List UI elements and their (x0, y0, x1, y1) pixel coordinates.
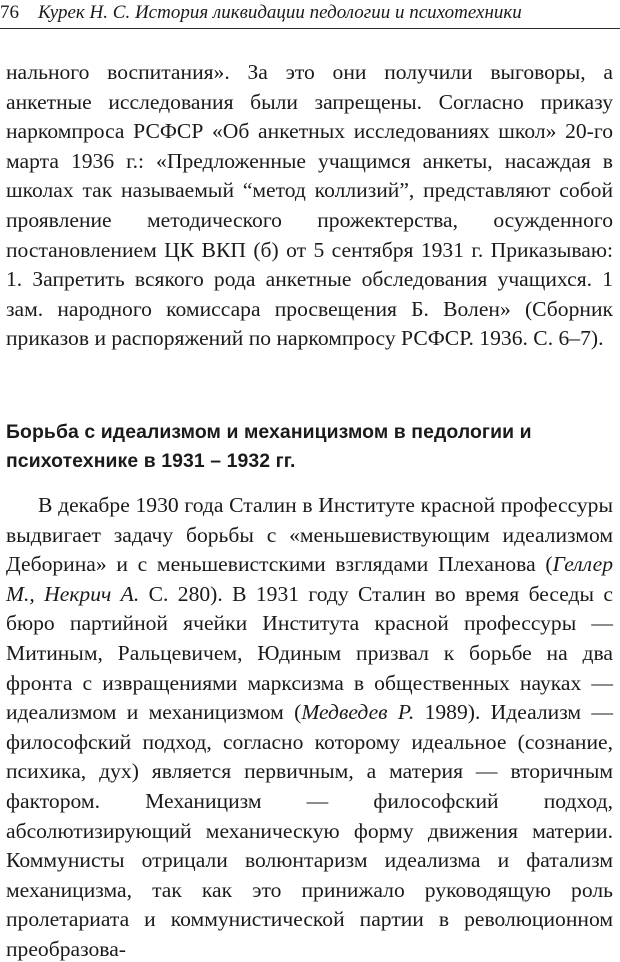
citation-geller-nekrich: Геллер М., Некрич А. (6, 552, 613, 606)
paragraph-2 (6, 491, 613, 962)
section-heading: Борьба с идеализмом и механицизмом в педологии и психотехнике в 1931 – 1932 гг. (6, 421, 532, 472)
running-title: Курек Н. С. История ликвидации педологии и психотехники (38, 2, 522, 23)
page-number: 76 (0, 2, 19, 23)
paragraph-1: нального воспитания». За это они получили выговоры, а анкетные исследования были запрещены. Согласно приказу наркомпроса РСФСР «Об анкетных исследованиях школ» 20-го марта 1936 г.: «Предложенные учащимся анкеты, насаждая в школах так называемый “метод коллизий”, представляют собой проявление методического прожектерства, осужденного постановлением ЦК ВКП (б) от 5 сентября 1931 г. Приказываю: 1. Запретить всякого рода анкетные обследования учащихся. 1 зам. народного комиссара просвещения Б. Волен» (Сборник приказов и распоряжений по наркомпросу РСФСР. 1936. С. 6–7). (6, 60, 613, 351)
paragraph-2-text-part-1: В декабре 1930 года Сталин в Институте красной профессуры выдвигает задачу борьбы с «меньшевиствующим идеализмом Деборина» и с меньшевистскими взглядами Плеханова ( (6, 493, 613, 577)
running-header (0, 0, 620, 29)
paragraph-2-text-part-3: 1989). Идеализм — философский подход, согласно которому идеальное (сознание, психика, дух) является первичным, а материя — вторичным фактором. Механицизм — философский подход, абсолютизирующий механическую форму движения материи. Коммунисты отрицали волюнтаризм идеализма и фатализм механицизма, так как это принижало руководящую роль пролетариата и коммунистической партии в революционном преобразова- (6, 700, 613, 961)
citation-medvedev: Медведев Р. (301, 700, 415, 725)
paragraph-2-text-part-2: С. 280). В 1931 году Сталин во время беседы с бюро партийной ячейки Института красной профессуры — Митиным, Ральцевичем, Юдиным призвал к борьбе на два фронта с извращениями марксизма в общественных науках — идеализмом и механицизмом ( (6, 581, 613, 725)
